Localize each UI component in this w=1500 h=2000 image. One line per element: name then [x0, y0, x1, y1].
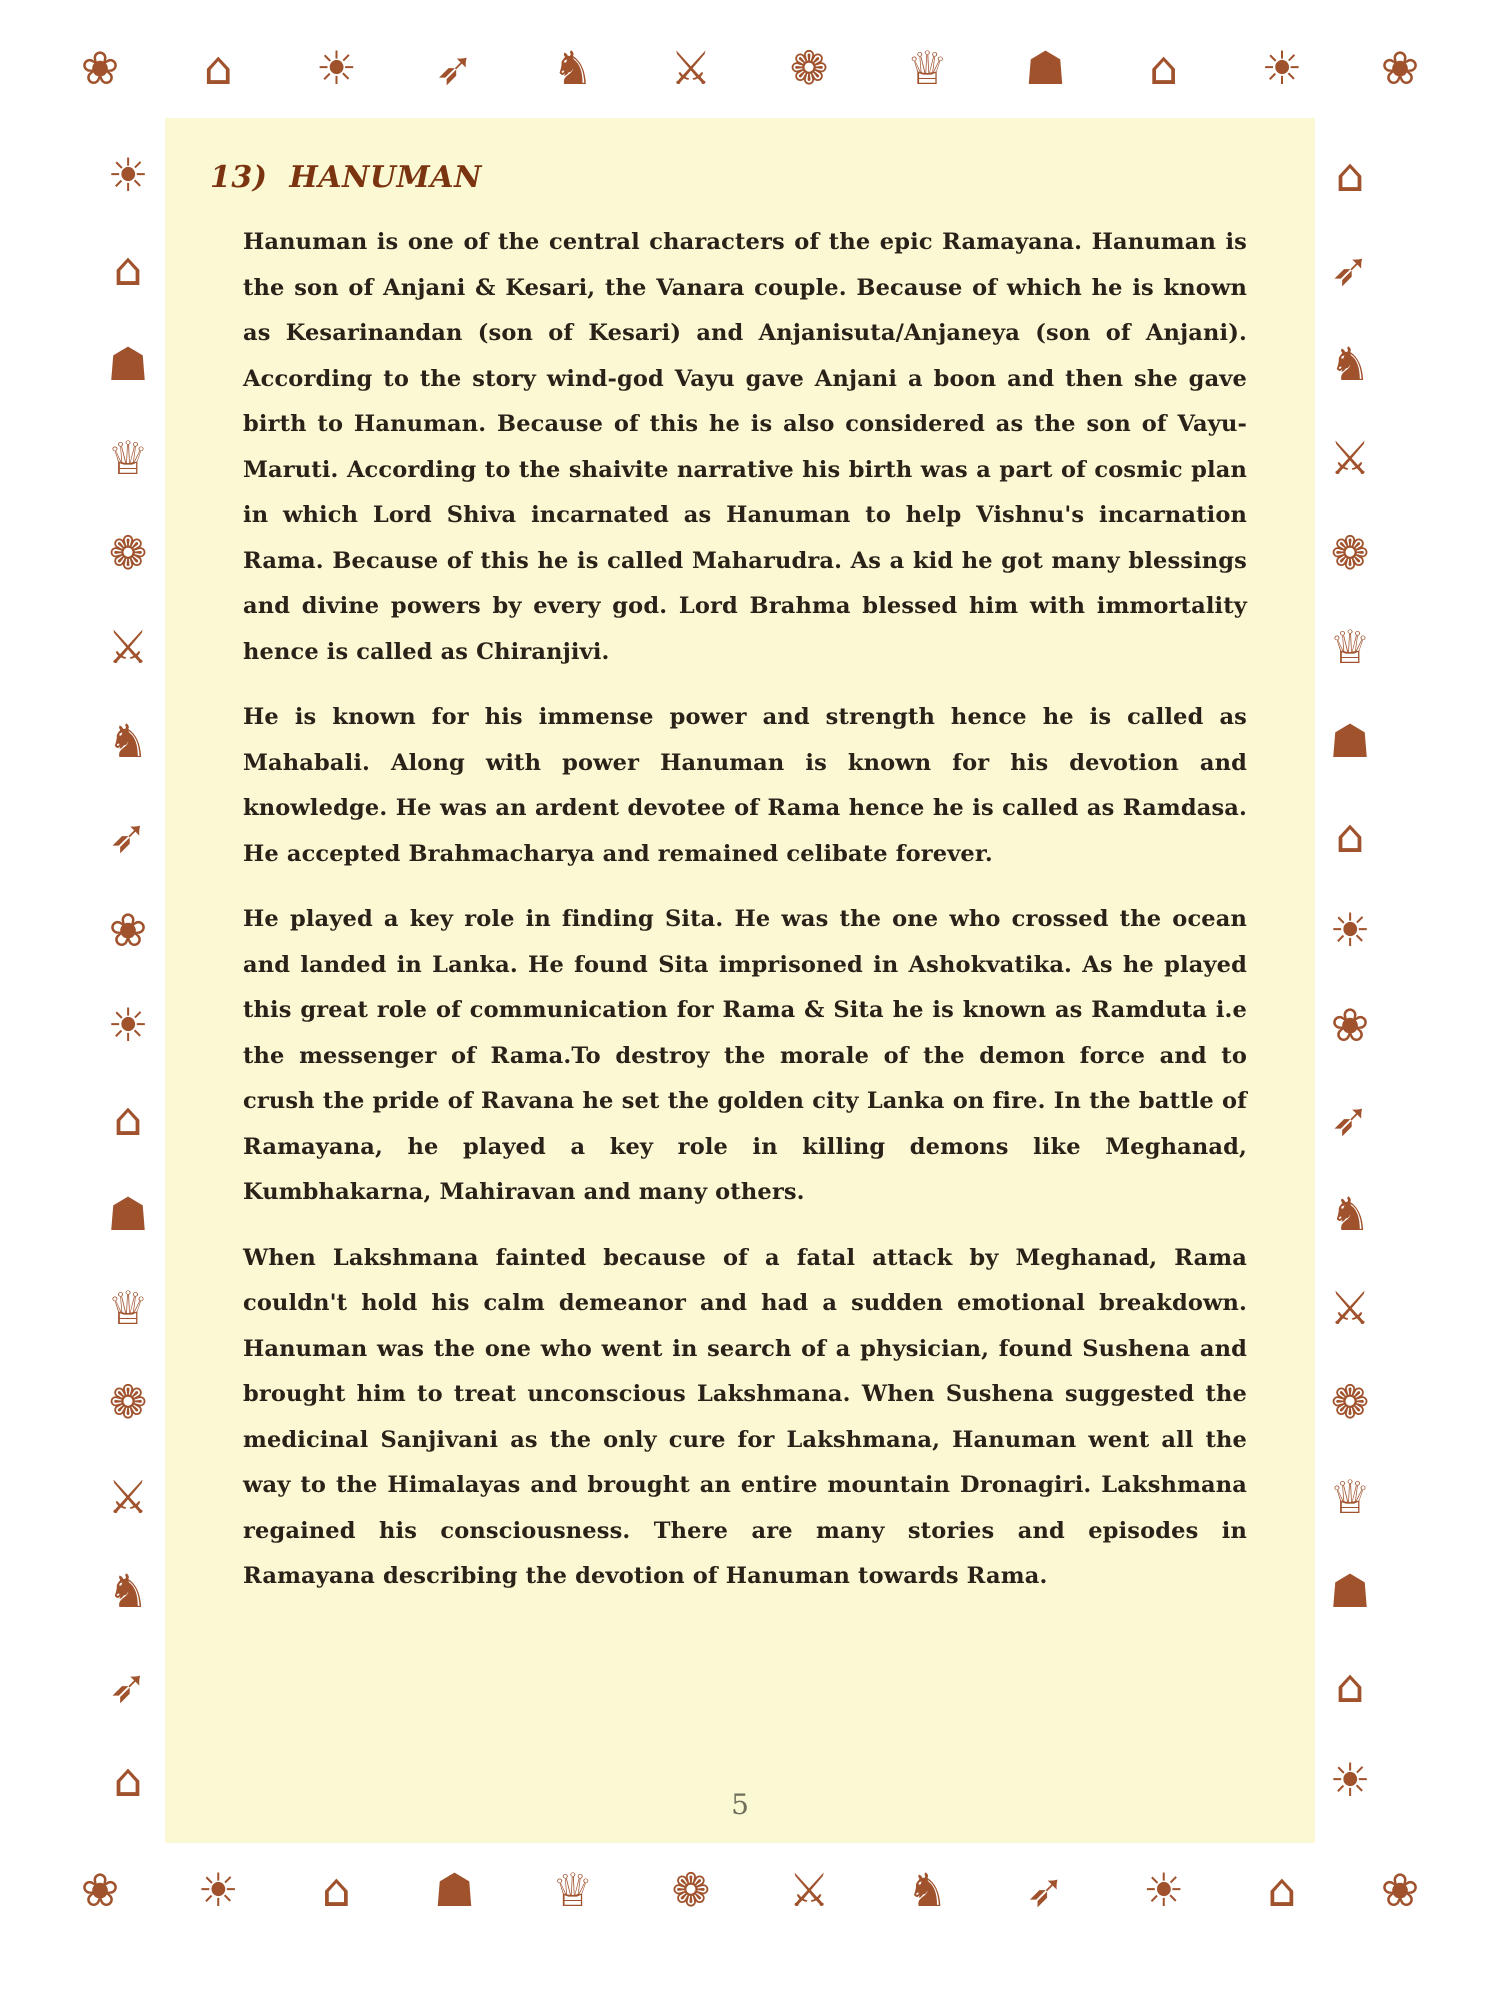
chariot-icon: ⌂ — [113, 1092, 143, 1147]
sun-icon: ☀ — [197, 1863, 239, 1917]
section-title: HANUMAN — [289, 160, 482, 195]
sun-icon: ☀ — [1261, 41, 1303, 95]
horse-icon: ♞ — [107, 1564, 149, 1619]
bow-arrow-icon: ➶ — [1330, 1092, 1370, 1147]
conch-icon: ❁ — [671, 1863, 711, 1917]
bow-arrow-icon: ➶ — [435, 41, 474, 95]
elephant-icon: ☗ — [1329, 1564, 1371, 1619]
bow-arrow-icon: ➶ — [108, 1658, 148, 1713]
page-title — [210, 160, 482, 195]
mace-icon: ♕ — [107, 1280, 149, 1335]
conch-icon: ❁ — [1330, 1375, 1370, 1430]
elephant-icon: ☗ — [107, 1186, 149, 1241]
chariot-icon: ⌂ — [1267, 1863, 1297, 1917]
elephant-icon: ☗ — [433, 1863, 476, 1917]
mace-icon: ♕ — [1329, 620, 1371, 675]
bow-arrow-icon: ➶ — [108, 808, 148, 863]
lotus-icon: ❀ — [1380, 41, 1420, 95]
elephant-icon: ☗ — [1329, 714, 1371, 769]
paragraph-4: When Lakshmana fainted because of a fatal attack by Meghanad, Rama couldn't hold his calm demeanor and had a sudden emotional breakdown. Hanuman was the one who went in search of a physician, found Sushena and brought him to treat unconscious Lakshmana. When Sushena suggested the medicinal Sanjivani as the only cure for Lakshmana, Hanuman went all the way to the Himalayas and brought an entire mountain Dronagiri. Lakshmana regained his consciousness. There are many stories and episodes in Ramayana describing the devotion of Hanuman towards Rama. — [243, 1244, 1247, 1589]
sword-icon: ⚔ — [107, 620, 149, 675]
chariot-icon: ⌂ — [113, 1753, 143, 1807]
chariot-icon: ⌂ — [203, 41, 233, 95]
sword-icon: ⚔ — [788, 1863, 830, 1917]
chariot-icon: ⌂ — [1335, 808, 1365, 863]
chariot-icon: ⌂ — [113, 242, 143, 297]
section-number: 13) — [210, 160, 268, 195]
horse-icon: ♞ — [1329, 1186, 1371, 1241]
chariot-icon: ⌂ — [1149, 41, 1179, 95]
conch-icon: ❁ — [108, 525, 148, 580]
page-number: 5 — [731, 1788, 749, 1821]
paragraph-1: Hanuman is one of the central characters of the epic Ramayana. Hanuman is the son of Anjani & Kesari, the Vanara couple. Because of which he is known as Kesarinandan (son of Kesari) and Anjanisuta/Anjaneya (son of Anjani). According to the story wind-god Vayu gave Anjani a boon and then she gave birth to Hanuman. Because of this he is also considered as the son of Vayu- Maruti. According to the shaivite narrative his birth was a part of cosmic plan in which Lord Shiva incarnated as Hanuman to help Vishnu's incarnation Rama. Because of this he is called Maharudra. As a kid he got many blessings and divine powers by every god. Lord Brahma blessed him with immortality hence is called as Chiranjivi. — [243, 229, 1247, 665]
horse-icon: ♞ — [906, 1863, 948, 1917]
conch-icon: ❁ — [108, 1375, 148, 1430]
chariot-icon: ⌂ — [321, 1863, 351, 1917]
elephant-icon: ☗ — [107, 336, 149, 391]
horse-icon: ♞ — [552, 41, 594, 95]
paragraph-2: He is known for his immense power and strength hence he is called as Mahabali. Along with power Hanuman is known for his devotion and knowledge. He was an ardent devotee of Rama hence he is called as Ramdasa. He accepted Brahmacharya and remained celibate forever. — [243, 704, 1247, 867]
sword-icon: ⚔ — [670, 41, 712, 95]
mace-icon: ♕ — [1329, 1469, 1371, 1524]
sun-icon: ☀ — [107, 148, 149, 202]
sun-icon: ☀ — [1329, 903, 1371, 958]
bow-arrow-icon: ➶ — [1330, 242, 1370, 297]
chariot-icon: ⌂ — [1335, 148, 1365, 202]
mace-icon: ♕ — [906, 41, 948, 95]
paragraph-3: He played a key role in finding Sita. He was the one who crossed the ocean and landed in Lanka. He found Sita imprisoned in Ashokvatika. As he played this great role of communication for Rama & Sita he is known as Ramduta i.e the messenger of Rama.To destroy the morale of the demon force and to crush the pride of Ravana he set the golden city Lanka on fire. In the battle of Ramayana, he played a key role in killing demons like Meghanad, Kumbhakarna, Mahiravan and many others. — [243, 906, 1247, 1205]
sun-icon: ☀ — [1143, 1863, 1185, 1917]
sword-icon: ⚔ — [1329, 431, 1371, 486]
sun-icon: ☀ — [1329, 1753, 1371, 1807]
sword-icon: ⚔ — [107, 1469, 149, 1524]
sun-icon: ☀ — [107, 997, 149, 1052]
lotus-icon: ❀ — [80, 41, 120, 95]
lotus-icon: ❀ — [1330, 997, 1370, 1052]
conch-icon: ❁ — [1330, 525, 1370, 580]
lotus-icon: ❀ — [108, 903, 148, 958]
sword-icon: ⚔ — [1329, 1280, 1371, 1335]
chariot-icon: ⌂ — [1335, 1658, 1365, 1713]
article-body — [243, 220, 1247, 1620]
lotus-icon: ❀ — [80, 1863, 120, 1917]
mace-icon: ♕ — [107, 431, 149, 486]
bow-arrow-icon: ➶ — [1026, 1863, 1065, 1917]
conch-icon: ❁ — [789, 41, 829, 95]
horse-icon: ♞ — [107, 714, 149, 769]
sun-icon: ☀ — [315, 41, 357, 95]
mace-icon: ♕ — [552, 1863, 594, 1917]
lotus-icon: ❀ — [1380, 1863, 1420, 1917]
elephant-icon: ☗ — [1024, 41, 1067, 95]
horse-icon: ♞ — [1329, 336, 1371, 391]
